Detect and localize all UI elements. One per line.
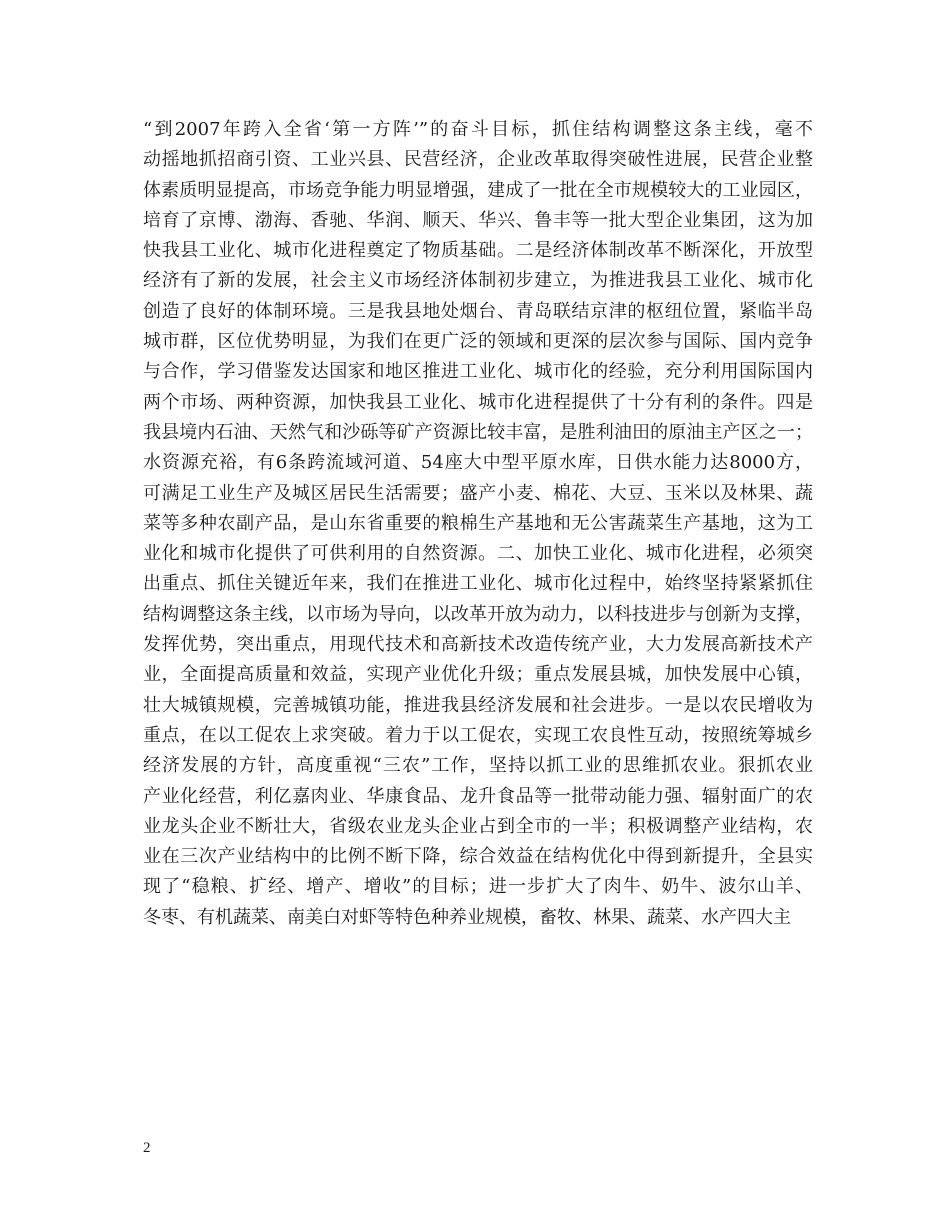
text-line: 培育了京博、渤海、香驰、华润、顺天、华兴、鲁丰等一批大型企业集团，这为加 (143, 209, 813, 231)
text-line: 我县境内石油、天然气和沙砾等矿产资源比较丰富，是胜利油田的原油主产区之一； (143, 421, 813, 443)
body-text (143, 115, 813, 933)
text-line: 业龙头企业不断壮大，省级农业龙头企业占到全市的一半；积极调整产业结构，农 (143, 815, 813, 837)
text-line: 现了“稳粮、扩经、增产、增收”的目标；进一步扩大了肉牛、奶牛、波尔山羊、 (143, 876, 813, 898)
text-line: 经济有了新的发展，社会主义市场经济体制初步建立，为推进我县工业化、城市化 (143, 270, 813, 292)
text-line: 结构调整这条主线，以市场为导向，以改革开放为动力，以科技进步与创新为支撑， (143, 603, 813, 625)
text-line: 动摇地抓招商引资、工业兴县、民营经济，企业改革取得突破性进展，民营企业整 (143, 149, 813, 171)
text-line: 业，全面提高质量和效益，实现产业优化升级；重点发展县城，加快发展中心镇， (143, 664, 813, 686)
text-line: 发挥优势，突出重点，用现代技术和高新技术改造传统产业，大力发展高新技术产 (143, 634, 813, 656)
text-line: 可满足工业生产及城区居民生活需要；盛产小麦、棉花、大豆、玉米以及林果、蔬 (143, 482, 813, 504)
text-line: 水资源充裕，有6条跨流域河道、54座大中型平原水库，日供水能力达8000方， (143, 452, 813, 474)
text-line: 冬枣、有机蔬菜、南美白对虾等特色种养业规模，畜牧、林果、蔬菜、水产四大主 (143, 906, 791, 928)
text-line: 体素质明显提高，市场竞争能力明显增强，建成了一批在全市规模较大的工业园区， (143, 179, 813, 201)
text-line: 重点，在以工促农上求突破。着力于以工促农，实现工农良性互动，按照统筹城乡 (143, 724, 813, 746)
text-line: 与合作，学习借鉴发达国家和地区推进工业化、城市化的经验，充分利用国际国内 (143, 361, 813, 383)
text-line: 城市群，区位优势明显，为我们在更广泛的领域和更深的层次参与国际、国内竞争 (143, 331, 813, 353)
text-line: 两个市场、两种资源，加快我县工业化、城市化进程提供了十分有利的条件。四是 (143, 391, 813, 413)
text-line: 壮大城镇规模，完善城镇功能，推进我县经济发展和社会进步。一是以农民增收为 (143, 694, 813, 716)
text-line: “到2007年跨入全省‘第一方阵’”的奋斗目标，抓住结构调整这条主线，毫不 (143, 119, 813, 140)
text-line: 经济发展的方针，高度重视“三农”工作，坚持以抓工业的思维抓农业。狠抓农业 (143, 755, 813, 777)
page-number: 2 (143, 1140, 151, 1156)
text-line: 创造了良好的体制环境。三是我县地处烟台、青岛联结京津的枢纽位置，紧临半岛 (143, 300, 813, 322)
text-line: 菜等多种农副产品，是山东省重要的粮棉生产基地和无公害蔬菜生产基地，这为工 (143, 512, 813, 534)
text-line: 出重点、抓住关键近年来，我们在推进工业化、城市化过程中，始终坚持紧紧抓住 (143, 573, 813, 595)
text-line: 产业化经营，利亿嘉肉业、华康食品、龙升食品等一批带动能力强、辐射面广的农 (143, 785, 813, 807)
text-line: 快我县工业化、城市化进程奠定了物质基础。二是经济体制改革不断深化，开放型 (143, 240, 813, 262)
text-line: 业化和城市化提供了可供利用的自然资源。二、加快工业化、城市化进程，必须突 (143, 543, 813, 565)
text-line: 业在三次产业结构中的比例不断下降，综合效益在结构优化中得到新提升，全县实 (143, 846, 813, 868)
